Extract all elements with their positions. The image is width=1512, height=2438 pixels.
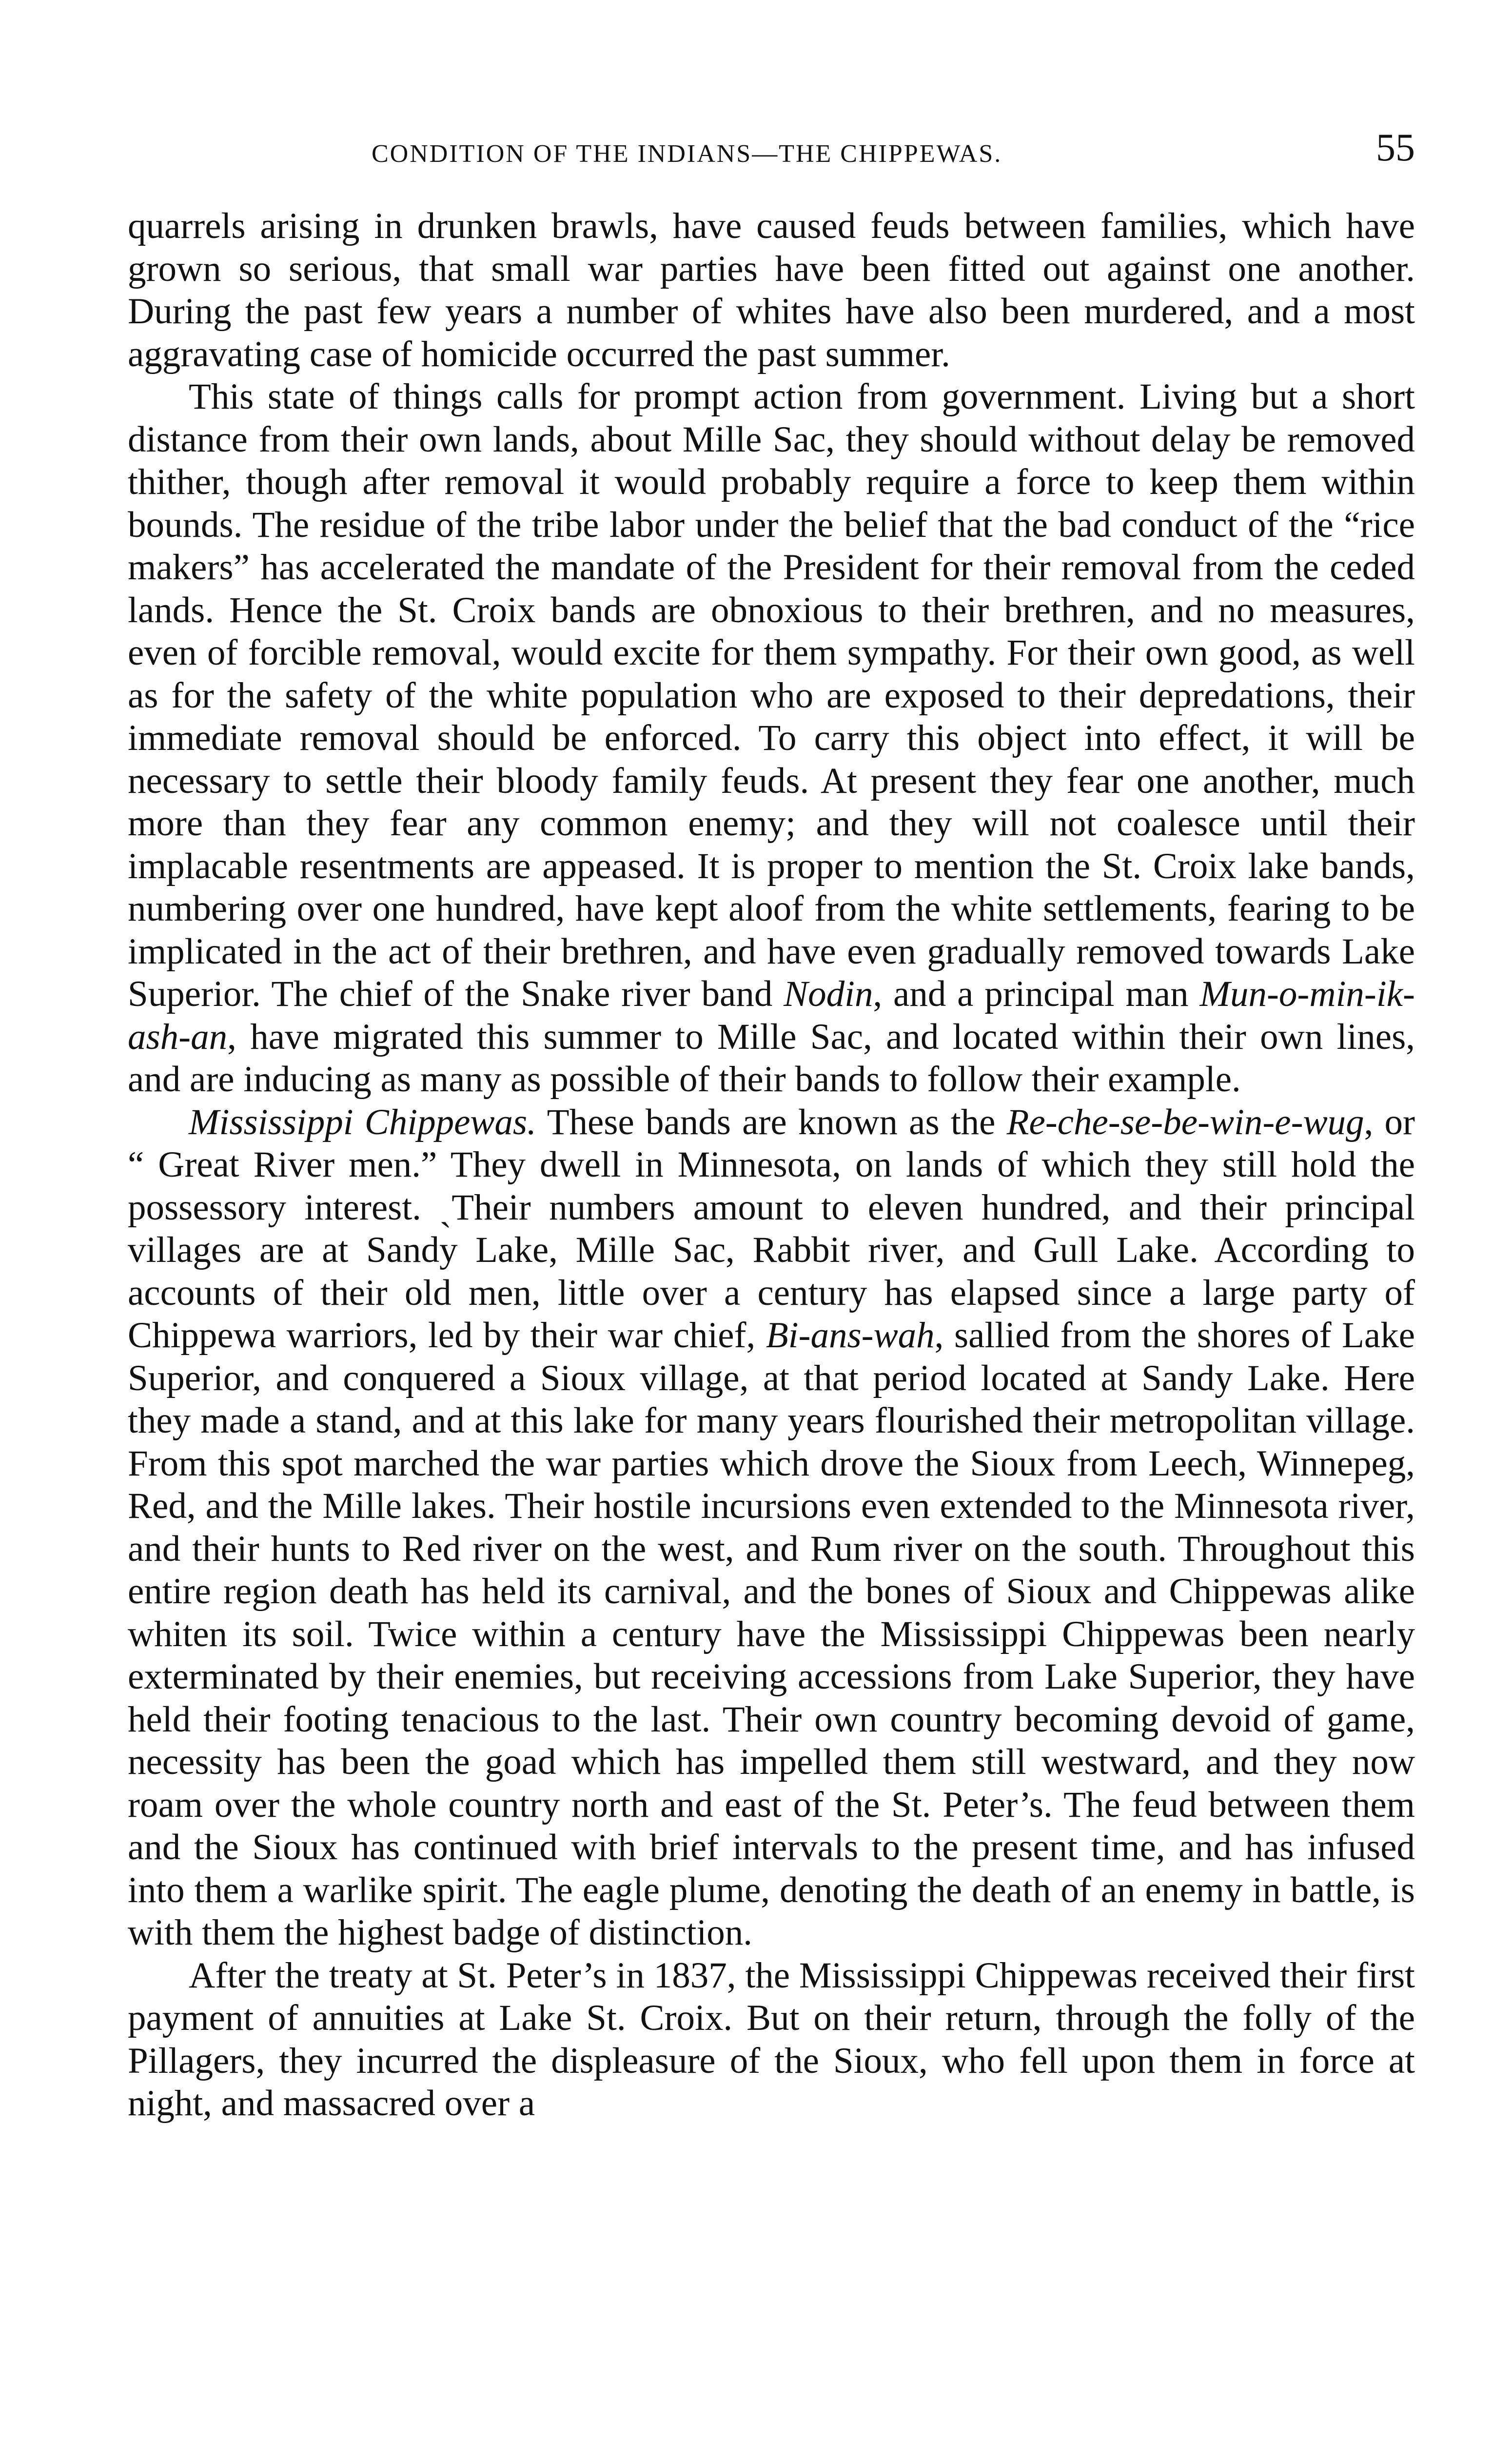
paragraph — [128, 375, 1415, 1101]
text-run: This state of things calls for prompt action from government. Living but a short distance from their own lands, about Mille Sac, they should without delay be removed thither, though after removal it would probably require a force to keep them within bounds. The residue of the tribe labor under the belief that the bad conduct of the “rice makers” has accelerated the mandate of the President for their removal from the ceded lands. Hence the St. Croix bands are obnoxious to their brethren, and no measures, even of forcible removal, would excite for them sympathy. For their own good, as well as for the safety of the white population who are exposed to their depredations, their immediate removal should be enforced. To carry this object into effect, it will be necessary to settle their bloody family feuds. At present they fear one another, much more than they fear any common enemy; and they will not coalesce until their implacable resentments are appeased. It is proper to mention the St. Croix lake bands, numbering over one hundred, have kept aloof from the white settlements, fearing to be implicated in the act of their brethren, and have even gradually removed towards Lake Superior. The chief of the Snake river band — [128, 376, 1415, 1014]
page-number: 55 — [1376, 126, 1415, 169]
italic-text: Nodin — [784, 974, 873, 1014]
text-run: These bands are known as the — [536, 1101, 1007, 1142]
text-run: , or “ Great River men.” They dwell in Minnesota, on lands of which they still hold the possessory interest. ˎTheir numbers amount to eleven hundred, and their principal villages are at Sandy Lake, Mille Sac, Rabbit river, and Gull Lake. According to accounts of their old men, little over a century has elapsed since a large party of Chippewa warriors, led by their war chief, — [128, 1101, 1415, 1356]
running-head: CONDITION OF THE INDIANS—THE CHIPPEWAS. — [372, 140, 1002, 168]
italic-text: Bi-ans-wah — [766, 1315, 935, 1356]
text-run: , sallied from the shores of Lake Superior, and conquered a Sioux village, at that period located at Sandy Lake. Here they made a stand, and at this lake for many years flourished their metropolitan village. From this spot marched the war parties which drove the Sioux from Leech, Winnepeg, Red, and the Mille lakes. Their hostile incursions even extended to the Minnesota river, and their hunts to Red river on the west, and Rum river on the south. Throughout this entire region death has held its carnival, and the bones of Sioux and Chippewas alike whiten its soil. Twice within a century have the Mississippi Chippewas been nearly exterminated by their enemies, but receiving accessions from Lake Superior, they have held their footing tenacious to the last. Their own country becoming devoid of game, necessity has been the goad which has impelled them still westward, and they now roam over the whole country north and east of the St. Peter’s. The feud between them and the Sioux has continued with brief intervals to the present time, and has infused into them a warlike spirit. The eagle plume, denoting the death of an enemy in battle, is with them the highest badge of distinction. — [128, 1315, 1415, 1953]
page-header — [128, 126, 1415, 179]
body-text — [128, 205, 1415, 2125]
paragraph — [128, 205, 1415, 375]
paragraph — [128, 1954, 1415, 2125]
italic-text: Mun-o-min-ik-ash-an — [128, 974, 1415, 1057]
text-run: quarrels arising in drunken brawls, have caused feuds between families, which have grown so serious, that small war parties have been fitted out against one another. During the past few years a number of whites have also been murdered, and a most aggravating case of homicide occurred the past summer. — [128, 206, 1415, 374]
paragraph — [128, 1101, 1415, 1954]
italic-text: Mississippi Chippewas. — [189, 1101, 536, 1142]
text-run: , and a principal man — [873, 974, 1200, 1014]
italic-text: Re-che-se-be-win-e-wug — [1006, 1101, 1364, 1142]
text-run: After the treaty at St. Peter’s in 1837, the Mississippi Chippewas received their first payment of annuities at Lake St. Croix. But on their return, through the folly of the Pillagers, they incurred the displeasure of the Sioux, who fell upon them in force at night, and massacred over a — [128, 1955, 1415, 2123]
text-run: , have migrated this summer to Mille Sac, and located within their own lines, and are inducing as many as possible of their bands to follow their example. — [128, 1016, 1415, 1100]
